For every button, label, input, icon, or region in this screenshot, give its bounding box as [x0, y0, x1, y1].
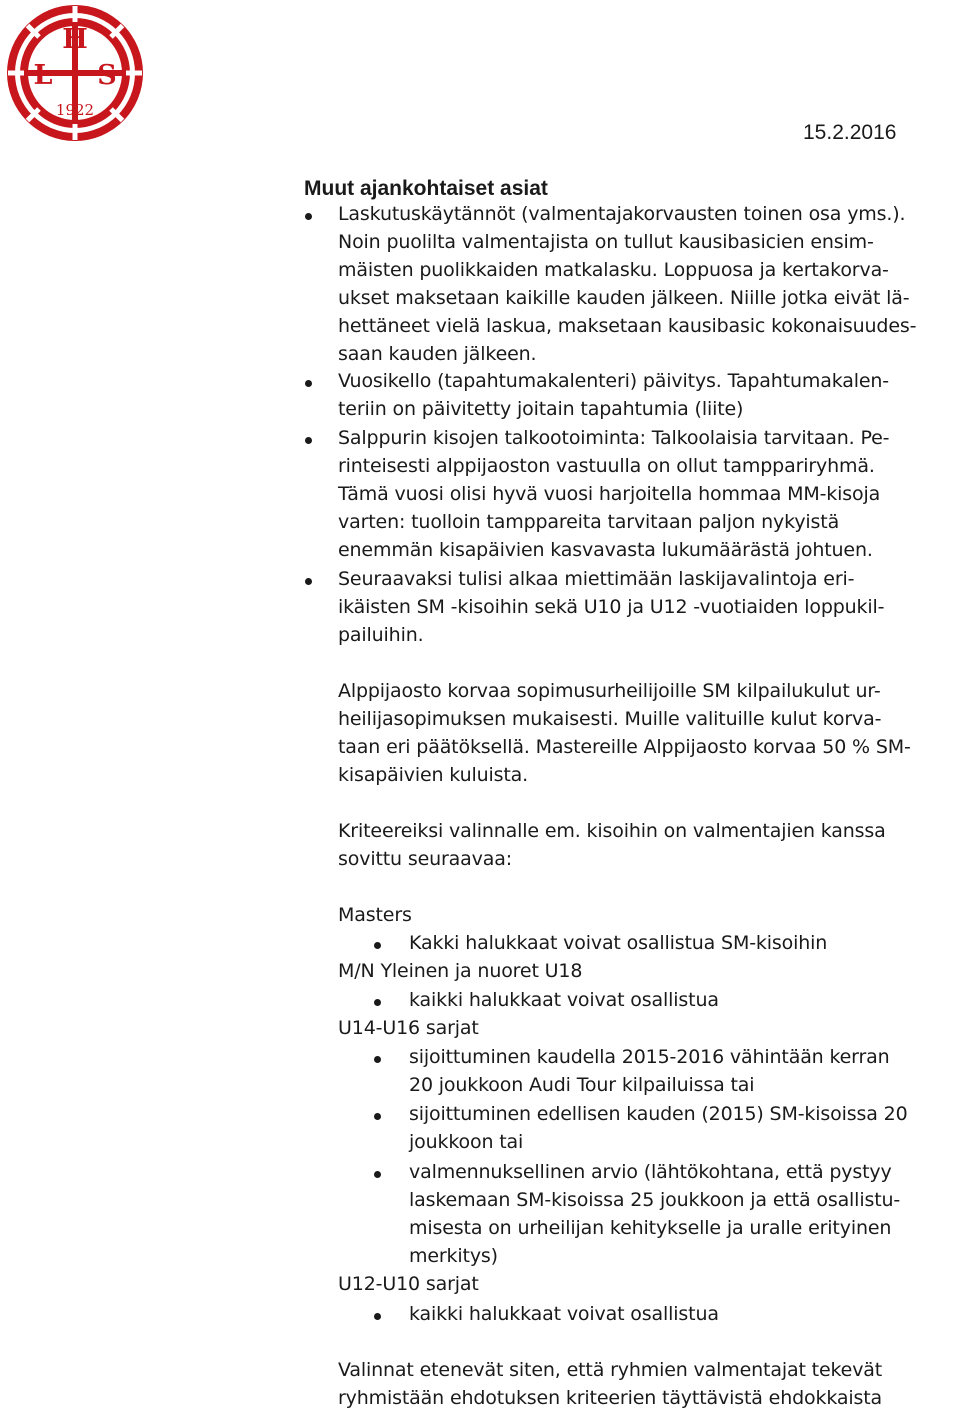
list-item: Kakki halukkaat voivat osallistua SM-kisoihin: [409, 932, 828, 954]
list-item: 20 joukkoon Audi Tour kilpailuissa tai: [409, 1074, 755, 1096]
list-item: valmennuksellinen arvio (lähtökohtana, että pystyy: [409, 1161, 892, 1183]
bullet-icon: [305, 437, 312, 444]
list-item: sijoittuminen edellisen kauden (2015) SM-kisoissa 20: [409, 1103, 908, 1125]
body-line: enemmän kisapäivien kasvavasta lukumäärästä johtuen.: [338, 539, 873, 561]
bullet-icon: [374, 1171, 381, 1178]
bullet-icon: [374, 942, 381, 949]
document-date: 15.2.2016: [803, 121, 897, 144]
body-line: saan kauden jälkeen.: [338, 343, 537, 365]
bullet-icon: [374, 999, 381, 1006]
section-title: Muut ajankohtaiset asiat: [304, 177, 548, 200]
logo-letter-s: S: [97, 60, 117, 91]
body-line: Salppurin kisojen talkootoiminta: Talkoolaisia tarvitaan. Pe-: [338, 427, 890, 449]
group-title: U12-U10 sarjat: [338, 1273, 479, 1295]
bullet-icon: [374, 1056, 381, 1063]
list-item: merkitys): [409, 1245, 498, 1267]
group-title: Masters: [338, 904, 412, 926]
list-item: sijoittuminen kaudella 2015-2016 vähintään kerran: [409, 1046, 890, 1068]
list-item: kaikki halukkaat voivat osallistua: [409, 989, 719, 1011]
list-item: misesta on urheilijan kehitykselle ja uralle erityinen: [409, 1217, 892, 1239]
body-line: Valinnat etenevät siten, että ryhmien valmentajat tekevät: [338, 1359, 883, 1381]
body-line: varten: tuolloin tamppareita tarvitaan paljon nykyistä: [338, 511, 840, 533]
list-item: kaikki halukkaat voivat osallistua: [409, 1303, 719, 1325]
group-title: M/N Yleinen ja nuoret U18: [338, 960, 583, 982]
body-line: heilijasopimuksen mukaisesti. Muille valituille kulut korva-: [338, 708, 882, 730]
list-item: laskemaan SM-kisoissa 25 joukkoon ja että osallistu-: [409, 1189, 901, 1211]
body-line: Tämä vuosi olisi hyvä vuosi harjoitella hommaa MM-kisoja: [338, 483, 881, 505]
body-line: sovittu seuraavaa:: [338, 848, 512, 870]
body-line: hettäneet vielä laskua, maksetaan kausibasic kokonaisuudes-: [338, 315, 917, 337]
logo-letter-h: H: [62, 24, 88, 55]
body-line: ryhmistään ehdotuksen kriteerien täyttävistä ehdokkaista: [338, 1387, 883, 1409]
logo-letter-l: L: [33, 60, 53, 91]
body-line: Noin puolilta valmentajista on tullut kausibasicien ensim-: [338, 231, 874, 253]
group-title: U14-U16 sarjat: [338, 1017, 479, 1039]
body-line: rinteisesti alppijaoston vastuulla on ollut tamppariryhmä.: [338, 455, 875, 477]
body-line: kisapäivien kuluista.: [338, 764, 529, 786]
bullet-icon: [374, 1113, 381, 1120]
body-line: Seuraavaksi tulisi alkaa miettimään laskijavalintoja eri-: [338, 568, 855, 590]
body-line: pailuihin.: [338, 624, 424, 646]
list-item: joukkoon tai: [409, 1131, 524, 1153]
body-line: Kriteereiksi valinnalle em. kisoihin on valmentajien kanssa: [338, 820, 886, 842]
body-line: teriin on päivitetty joitain tapahtumia (liite): [338, 398, 744, 420]
body-line: taan eri päätöksellä. Mastereille Alppijaosto korvaa 50 % SM-: [338, 736, 911, 758]
bullet-icon: [305, 380, 312, 387]
body-line: ukset maksetaan kaikille kauden jälkeen. Niille jotka eivät lä-: [338, 287, 910, 309]
body-line: ikäisten SM -kisoihin sekä U10 ja U12 -vuotiaiden loppukil-: [338, 596, 885, 618]
body-line: mäisten puolikkaiden matkalasku. Loppuosa ja kertakorva-: [338, 259, 889, 281]
bullet-icon: [305, 578, 312, 585]
body-line: Laskutuskäytännöt (valmentajakorvausten toinen osa yms.).: [338, 203, 906, 225]
club-logo: [4, 2, 146, 144]
bullet-icon: [374, 1313, 381, 1320]
bullet-icon: [305, 213, 312, 220]
logo-year: 1922: [55, 101, 95, 119]
body-line: Alppijaosto korvaa sopimusurheilijoille SM kilpailukulut ur-: [338, 680, 881, 702]
body-line: Vuosikello (tapahtumakalenteri) päivitys. Tapahtumakalen-: [338, 370, 889, 392]
